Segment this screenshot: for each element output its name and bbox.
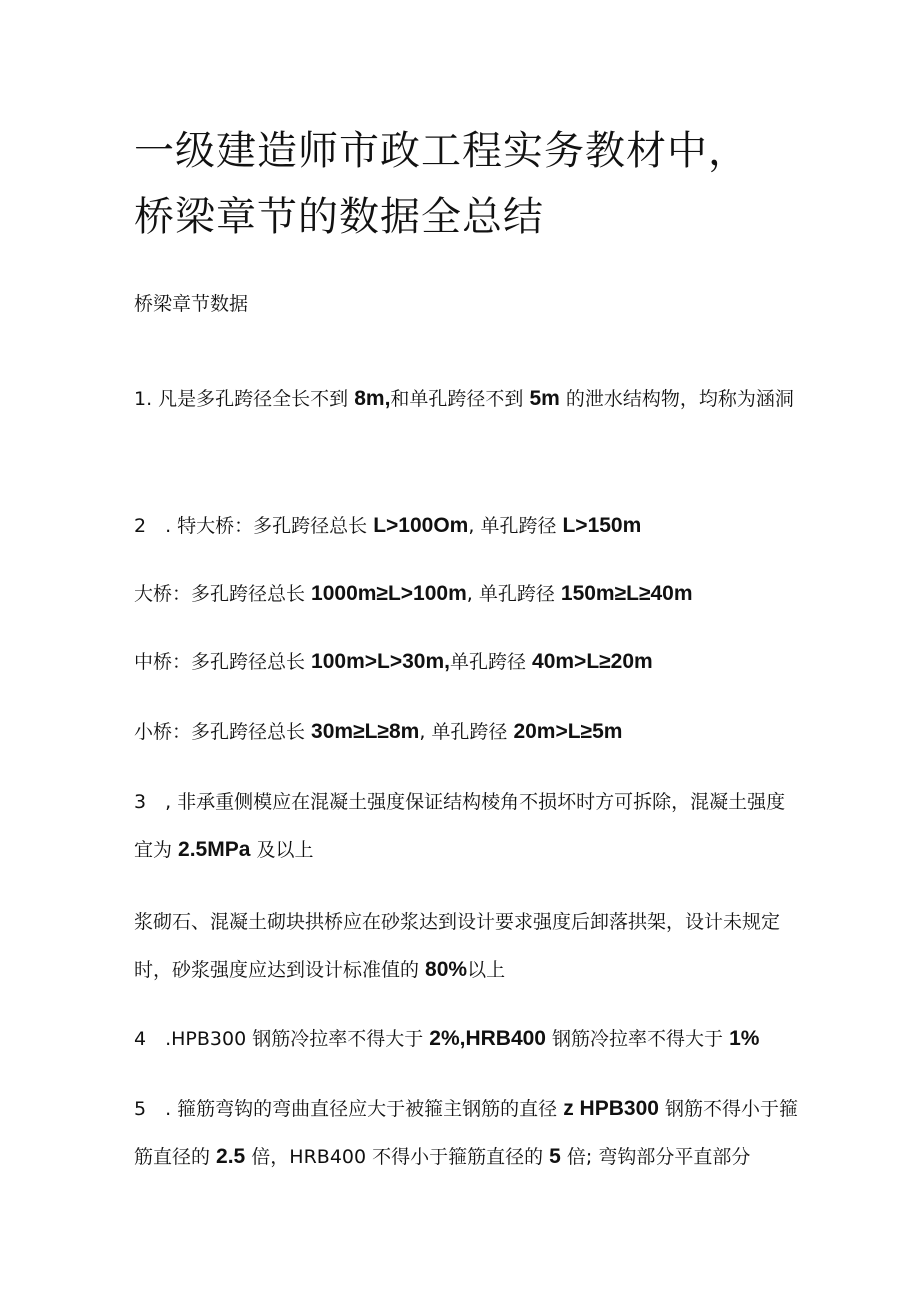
text-run: 3 , 非承重侧模应在混凝土强度保证结构棱角不损坏时方可拆除，混凝土强度宜为 bbox=[134, 791, 786, 861]
text-run: 小桥：多孔跨径总长 bbox=[134, 721, 312, 743]
bold-value: 20m>L≥5m bbox=[513, 720, 623, 743]
title-line-1: 一级建造师市政工程实务教材中， bbox=[134, 128, 749, 174]
bold-value: 40m>L≥20m bbox=[532, 650, 653, 673]
bold-value: L>150m bbox=[562, 514, 642, 537]
bold-value: 1000m≥L>100m bbox=[311, 582, 467, 605]
text-run: 2 . 特大桥：多孔跨径总长 bbox=[134, 515, 374, 537]
paragraph-6 bbox=[134, 778, 804, 874]
text-run: , 单孔跨径 bbox=[468, 515, 563, 537]
paragraph-4 bbox=[134, 638, 804, 686]
text-run: 中桥：多孔跨径总长 bbox=[134, 651, 312, 673]
document-title bbox=[134, 118, 854, 250]
text-run: 5 . 箍筋弯钩的弯曲直径应大于被箍主钢筋的直径 bbox=[134, 1098, 564, 1120]
bold-value: 1% bbox=[729, 1027, 760, 1050]
text-run: , 单孔跨径 bbox=[466, 583, 561, 605]
bold-value: 30m≥L≥8m bbox=[311, 720, 420, 743]
text-run: 1. 凡是多孔跨径全长不到 bbox=[134, 388, 355, 410]
paragraph-7 bbox=[134, 898, 804, 994]
text-run: 的泄水结构物，均称为涵洞 bbox=[559, 388, 794, 410]
paragraph-1 bbox=[134, 375, 804, 423]
text-run: 和单孔跨径不到 bbox=[390, 388, 530, 410]
paragraph-2 bbox=[134, 502, 804, 550]
text-run: 倍; 弯钩部分平直部分 bbox=[560, 1146, 751, 1168]
paragraph-9 bbox=[134, 1085, 804, 1181]
bold-value: L>100Om bbox=[373, 514, 469, 537]
text-run: , 单孔跨径 bbox=[419, 721, 514, 743]
text-run: 浆砌石、混凝土砌块拱桥应在砂浆达到设计要求强度后卸落拱架，设计未规定时，砂浆强度应达到设计标准值的 bbox=[134, 911, 781, 981]
bold-value: 8m, bbox=[354, 387, 391, 410]
text-run: 及以上 bbox=[250, 839, 314, 861]
paragraph-5 bbox=[134, 708, 804, 756]
bold-value: 80% bbox=[425, 958, 468, 981]
bold-value: 150m≥L≥40m bbox=[560, 582, 693, 605]
paragraph-8 bbox=[134, 1015, 804, 1063]
text-run: 大桥：多孔跨径总长 bbox=[134, 583, 312, 605]
bold-value: 100m>L>30m, bbox=[311, 650, 450, 673]
bold-value: 5 bbox=[549, 1145, 561, 1168]
text-run: 钢筋不得小于箍筋直径的 bbox=[134, 1098, 798, 1168]
bold-value: 2.5MPa bbox=[178, 838, 251, 861]
title-line-2: 桥梁章节的数据全总结 bbox=[134, 194, 544, 240]
text-run: 钢筋冷拉率不得大于 bbox=[546, 1028, 730, 1050]
text-run: 以上 bbox=[467, 959, 506, 981]
bold-value: 2%,HRB400 bbox=[429, 1027, 546, 1050]
text-run: 4 .HPB300 钢筋冷拉率不得大于 bbox=[134, 1028, 430, 1050]
bold-value: 5m bbox=[529, 387, 560, 410]
section-heading: 桥梁章节数据 bbox=[134, 293, 249, 315]
text-run: 单孔跨径 bbox=[449, 651, 533, 673]
bold-value: 2.5 bbox=[216, 1145, 246, 1168]
bold-value: z HPB300 bbox=[563, 1097, 659, 1120]
text-run: 倍，HRB400 不得小于箍筋直径的 bbox=[245, 1146, 550, 1168]
paragraph-3 bbox=[134, 570, 804, 618]
